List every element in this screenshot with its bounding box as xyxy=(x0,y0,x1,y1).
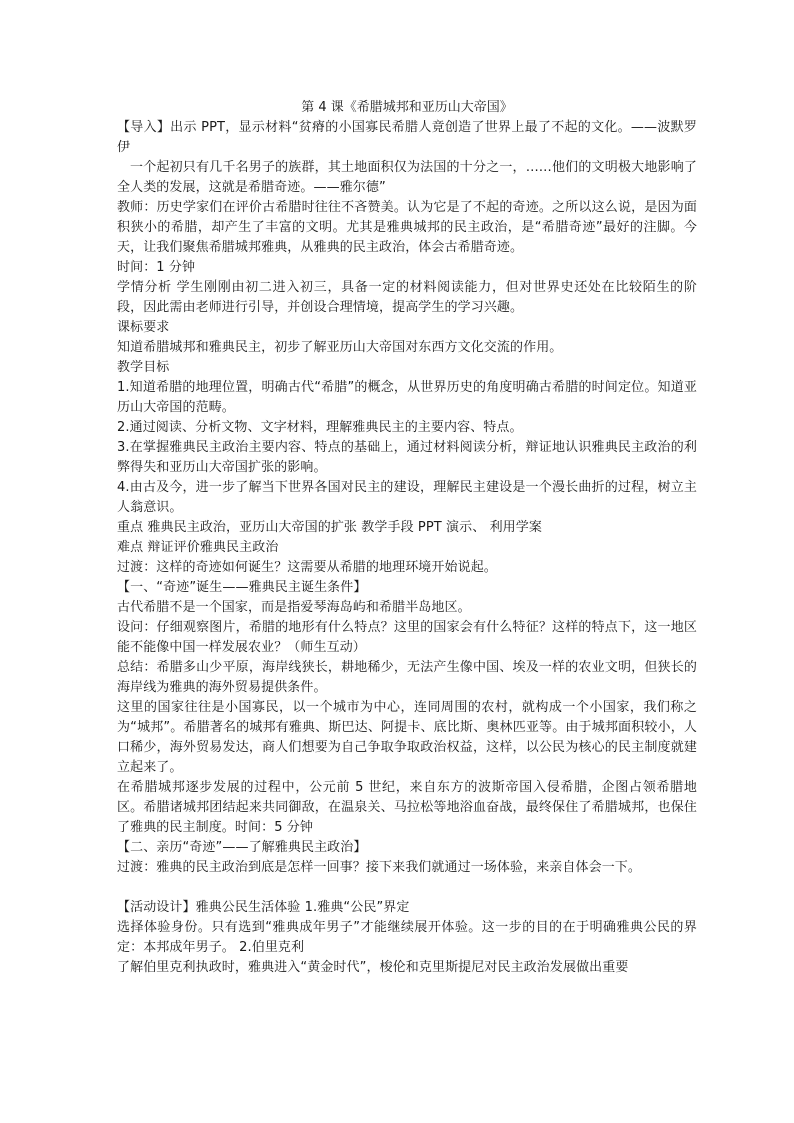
section-heading-1: 【一、“奇迹”诞生——雅典民主诞生条件】 xyxy=(117,580,367,595)
objective-4: 4.由古及今，进一步了解当下世界各国对民主的建设，理解民主建设是一个漫长曲折的过程，树立主人翁意识。 xyxy=(117,480,697,515)
blank-line xyxy=(117,878,697,898)
paragraph-teacher: 教师：历史学家们在评价古希腊时往往不吝赞美。认为它是了不起的奇迹。之所以这么说，是因为面积狭小的希腊，却产生了丰富的文明。尤其是雅典城邦的民主政治，是“希腊奇迹”最好的注脚。今天，让我们聚焦希腊城邦雅典，从雅典的民主政治，体会古希腊奇迹。 xyxy=(117,200,697,255)
paragraph-question: 设问：仔细观察图片，希腊的地形有什么特点？这里的国家会有什么特征？这样的特点下，这一地区能不能像中国一样发展农业？（师生互动） xyxy=(117,620,697,655)
paragraph-intro: 【导入】出示 PPT，显示材料“贫瘠的小国寡民希腊人竟创造了世界上最了不起的文化。——波默罗伊 xyxy=(117,120,697,155)
paragraph-greece-region: 古代希腊不是一个国家，而是指爱琴海岛屿和希腊半岛地区。 xyxy=(117,600,471,615)
paragraph-quote: 一个起初只有几千名男子的族群，其土地面积仅为法国的十分之一，……他们的文明极大地影响了全人类的发展，这就是希腊奇迹。——雅尔德” xyxy=(117,160,697,195)
paragraph-transition-1: 过渡：这样的奇迹如何诞生？这需要从希腊的地理环境开始说起。 xyxy=(117,560,497,575)
heading-objectives: 教学目标 xyxy=(117,360,170,375)
paragraph-city-states: 这里的国家往往是小国寡民，以一个城市为中心，连同周围的农村，就构成一个小国家，我们称之为“城邦”。希腊著名的城邦有雅典、斯巴达、阿提卡、底比斯、奥林匹亚等。由于城邦面积较小，人口稀少，海外贸易发达，商人们想要为自己争取争取政治权益，这样，以公民为核心的民主制度就建立起来了。 xyxy=(117,700,697,775)
objective-3: 3.在掌握雅典民主政治主要内容、特点的基础上，通过材料阅读分析，辩证地认识雅典民主政治的利弊得失和亚历山大帝国扩张的影响。 xyxy=(117,440,697,475)
objective-1: 1.知道希腊的地理位置，明确古代“希腊”的概念，从世界历史的角度明确古希腊的时间定位。知道亚历山大帝国的范畴。 xyxy=(117,380,697,415)
section-heading-2: 【二、亲历“奇迹”——了解雅典民主政治】 xyxy=(117,840,367,855)
document-page xyxy=(117,98,697,978)
paragraph-activity-design: 【活动设计】雅典公民生活体验 1.雅典“公民”界定 xyxy=(117,900,410,915)
paragraph-curriculum: 知道希腊城邦和雅典民主，初步了解亚历山大帝国对东西方文化交流的作用。 xyxy=(117,340,563,355)
heading-curriculum: 课标要求 xyxy=(117,320,170,335)
objective-2: 2.通过阅读、分析文物、文字材料，理解雅典民主的主要内容、特点。 xyxy=(117,420,523,435)
paragraph-student-analysis: 学情分析 学生刚刚由初二进入初三，具备一定的材料阅读能力，但对世界史还处在比较陌生的阶段，因此需由老师进行引导，并创设合理情境，提高学生的学习兴趣。 xyxy=(117,280,697,315)
paragraph-persian-war: 在希腊城邦逐步发展的过程中，公元前 5 世纪，来自东方的波斯帝国入侵希腊，企图占领希腊地区。希腊诸城邦团结起来共同御敌，在温泉关、马拉松等地浴血奋战，最终保住了希腊城邦，也保住了雅典的民主制度。时间：5 分钟 xyxy=(117,780,697,835)
paragraph-time-1: 时间：1 分钟 xyxy=(117,260,196,275)
paragraph-identity: 选择体验身份。只有选到“雅典成年男子”才能继续展开体验。这一步的目的在于明确雅典公民的界定：本邦成年男子。 2.伯里克利 xyxy=(117,920,697,955)
paragraph-transition-2: 过渡：雅典的民主政治到底是怎样一回事？接下来我们就通过一场体验，来亲自体会一下。 xyxy=(117,860,642,875)
paragraph-key-points: 重点 雅典民主政治，亚历山大帝国的扩张 教学手段 PPT 演示、 利用学案 xyxy=(117,520,542,535)
paragraph-difficulty: 难点 辩证评价雅典民主政治 xyxy=(117,540,279,555)
paragraph-pericles: 了解伯里克利执政时，雅典进入“黄金时代”，梭伦和克里斯提尼对民主政治发展做出重要 xyxy=(117,960,629,975)
paragraph-summary: 总结：希腊多山少平原，海岸线狭长，耕地稀少，无法产生像中国、埃及一样的农业文明，但狭长的海岸线为雅典的海外贸易提供条件。 xyxy=(117,660,697,695)
document-title: 第 4 课《希腊城邦和亚历山大帝国》 xyxy=(301,100,513,115)
